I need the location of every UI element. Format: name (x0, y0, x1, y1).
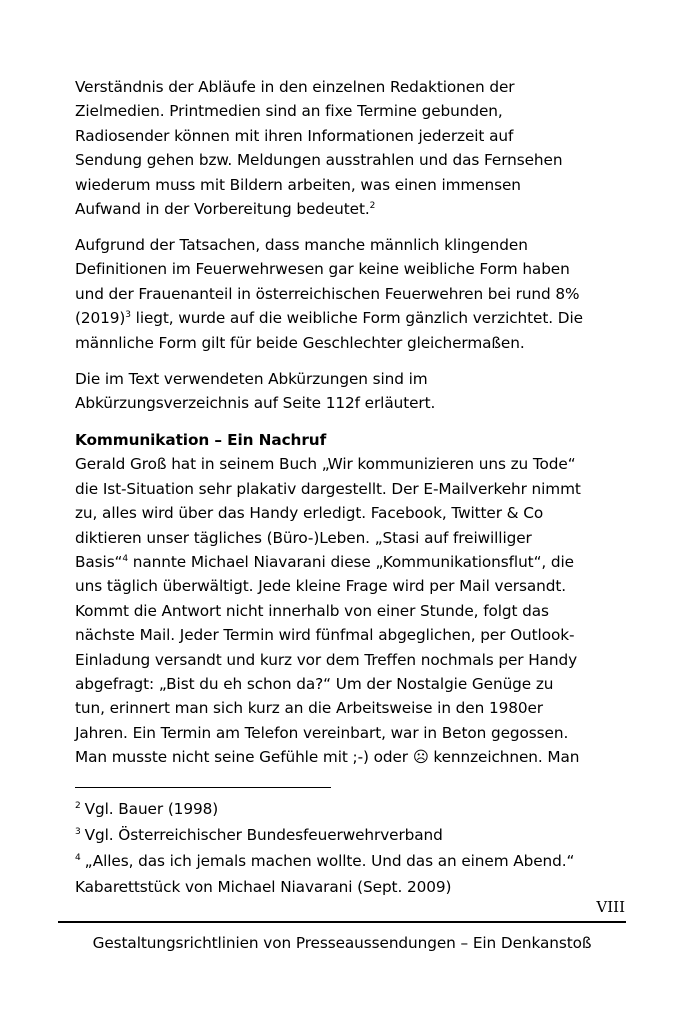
text-fragment: (2019) (75, 309, 126, 328)
section-communication (75, 428, 605, 770)
text-line: nächste Mail. Jeder Termin wird fünfmal abgeglichen, per Outlook- (75, 626, 575, 645)
text-line: Abkürzungsverzeichnis auf Seite 112f erläutert. (75, 394, 436, 413)
footnote-reference: 3 (125, 310, 131, 321)
footnote-text: Vgl. Österreichischer Bundesfeuerwehrverband (84, 826, 443, 844)
footnote (75, 796, 615, 822)
running-footer: Gestaltungsrichtlinien von Presseaussendungen – Ein Denkanstoß (92, 934, 592, 952)
footnote-number: 3 (75, 826, 81, 837)
section-heading: Kommunikation – Ein Nachruf (75, 431, 327, 449)
paragraph-abbreviations (75, 367, 605, 416)
text-line: die Ist-Situation sehr plakativ dargestellt. Der E-Mailverkehr nimmt (75, 479, 581, 498)
text-line: wiederum muss mit Bildern arbeiten, was einen immensen (75, 175, 521, 194)
text-line: Zielmedien. Printmedien sind an fixe Termine gebunden, (75, 102, 503, 121)
footnotes (75, 796, 615, 900)
text-line: Jahren. Ein Termin am Telefon vereinbart, war in Beton gegossen. (75, 723, 569, 742)
text-line: Radiosender können mit ihren Informationen jederzeit auf (75, 126, 514, 145)
footnote (75, 848, 615, 874)
text-line: und der Frauenanteil in österreichischen Feuerwehren bei rund 8% (75, 284, 580, 303)
footnote-text: Vgl. Bauer (1998) (84, 800, 219, 818)
text-line (75, 306, 605, 330)
text-line: männliche Form gilt für beide Geschlechter gleichermaßen. (75, 333, 525, 352)
footnote (75, 822, 615, 848)
page-number: VIII (596, 898, 625, 916)
text-line: diktieren unser tägliches (Büro-)Leben. „Stasi auf freiwilliger (75, 528, 532, 547)
text-fragment: Basis“ (75, 553, 123, 572)
paragraph-gender-note (75, 233, 605, 355)
footnote-number: 2 (75, 800, 81, 811)
text-line: abgefragt: „Bist du eh schon da?“ Um der Nostalgie Genüge zu (75, 675, 554, 694)
text-line (75, 197, 605, 221)
footnote-number: 4 (75, 852, 81, 863)
text-line: Sendung gehen bzw. Meldungen ausstrahlen und das Fernsehen (75, 151, 563, 170)
footnote-reference: 2 (369, 200, 376, 211)
text-line: Einladung versandt und kurz vor dem Treffen nochmals per Handy (75, 650, 578, 669)
text-line: tun, erinnert man sich kurz an die Arbeitsweise in den 1980er (75, 699, 543, 718)
text-line: uns täglich überwältigt. Jede kleine Frage wird per Mail versandt. (75, 577, 566, 596)
text-line: Definitionen im Feuerwehrwesen gar keine weibliche Form haben (75, 260, 570, 279)
text-line: Kommt die Antwort nicht innerhalb von einer Stunde, folgt das (75, 601, 549, 620)
text-fragment: nannte Michael Niavarani diese „Kommunikationsflut“, die (128, 553, 574, 572)
text-line: Die im Text verwendeten Abkürzungen sind im (75, 370, 428, 388)
text-fragment: liegt, wurde auf die weibliche Form gänzlich verzichtet. Die (130, 309, 583, 328)
footnote-separator (75, 787, 331, 788)
text-line (75, 550, 605, 574)
text-fragment: Aufwand in der Vorbereitung bedeutet. (75, 200, 370, 219)
paragraph-media-deadlines (75, 75, 605, 221)
footnote-text: „Alles, das ich jemals machen wollte. Und das an einem Abend.“ (84, 852, 575, 870)
text-line: Aufgrund der Tatsachen, dass manche männlich klingenden (75, 236, 528, 254)
text-line: Man musste nicht seine Gefühle mit ;-) oder ☹ kennzeichnen. Man (75, 748, 580, 767)
footnote-continuation: Kabarettstück von Michael Niavarani (Sept. 2009) (75, 878, 452, 896)
footer-rule (58, 921, 626, 923)
text-line: Gerald Groß hat in seinem Buch „Wir kommunizieren uns zu Tode“ (75, 455, 576, 474)
text-line: Verständnis der Abläufe in den einzelnen Redaktionen der (75, 78, 515, 96)
footnote-reference: 4 (122, 553, 129, 564)
text-line: zu, alles wird über das Handy erledigt. Facebook, Twitter & Co (75, 504, 544, 523)
